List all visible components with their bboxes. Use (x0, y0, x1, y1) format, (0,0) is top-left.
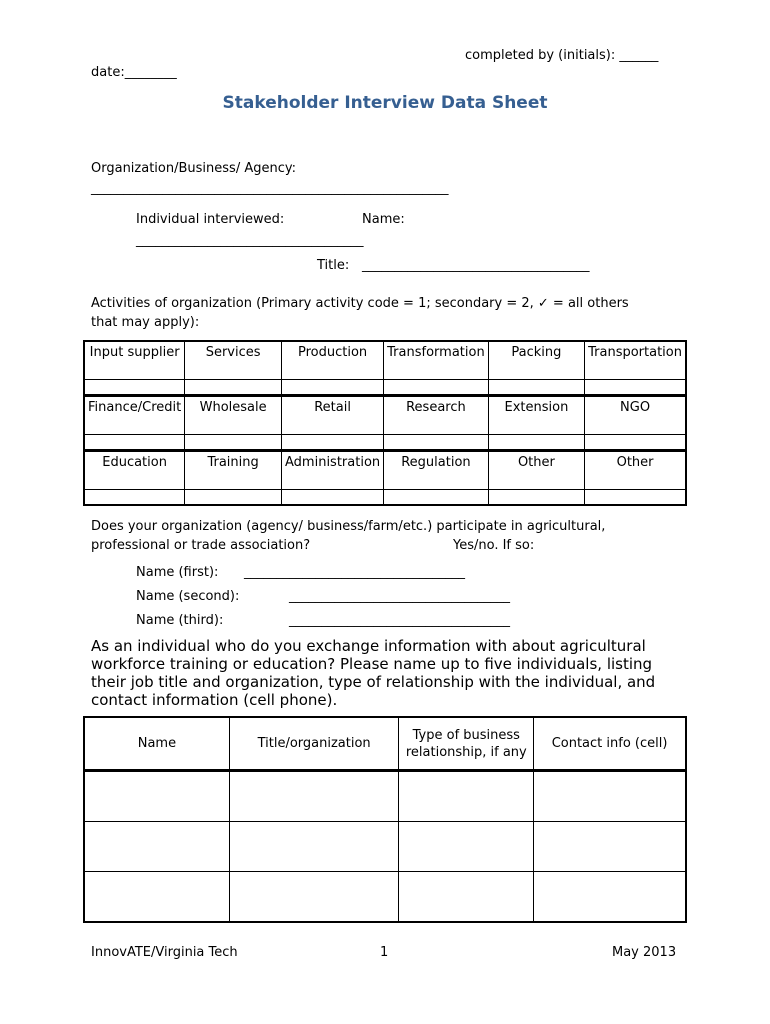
activity-cell: Packing (488, 341, 584, 380)
contact-cell[interactable] (534, 822, 686, 872)
activity-code-input[interactable] (84, 490, 185, 506)
activity-cell: Administration (282, 451, 384, 490)
activity-cell: Training (185, 451, 282, 490)
activity-cell: NGO (585, 396, 686, 435)
activity-code-input[interactable] (585, 380, 686, 396)
contact-cell[interactable] (229, 771, 399, 822)
activity-code-input[interactable] (585, 490, 686, 506)
activities-intro-cont: that may apply): (91, 315, 200, 330)
activity-cell: Transformation (384, 341, 489, 380)
activity-code-input[interactable] (282, 435, 384, 451)
activity-code-input[interactable] (488, 380, 584, 396)
contact-cell[interactable] (84, 771, 229, 822)
activity-cell: Wholesale (185, 396, 282, 435)
activity-code-input[interactable] (282, 380, 384, 396)
activity-code-input[interactable] (185, 435, 282, 451)
activity-code-input[interactable] (384, 435, 489, 451)
activity-cell: Production (282, 341, 384, 380)
activity-code-input[interactable] (384, 380, 489, 396)
assoc-name-third-label: Name (third): (136, 613, 224, 628)
assoc-name-first-label: Name (first): (136, 565, 219, 580)
contact-cell[interactable] (399, 771, 534, 822)
activity-code-input[interactable] (84, 380, 185, 396)
activity-cell: Regulation (384, 451, 489, 490)
association-question-cont: professional or trade association? (91, 538, 311, 553)
individual-label: Individual interviewed: (136, 212, 285, 227)
date-field[interactable]: date:________ (91, 65, 177, 80)
activity-code-input[interactable] (84, 435, 185, 451)
column-header-relationship: Type of business relationship, if any (399, 717, 534, 771)
contact-cell[interactable] (534, 872, 686, 923)
contact-cell[interactable] (84, 822, 229, 872)
assoc-name-second-label: Name (second): (136, 589, 240, 604)
footer-date: May 2013 (612, 945, 677, 960)
yes-no-field[interactable]: Yes/no. If so: (453, 538, 535, 553)
assoc-name-first-line[interactable]: __________________________________ (244, 565, 465, 580)
activity-cell: Finance/Credit (84, 396, 185, 435)
activity-code-input[interactable] (282, 490, 384, 506)
title-input-line[interactable]: ___________________________________ (362, 258, 590, 273)
name-label: Name: (362, 212, 405, 227)
activity-code-input[interactable] (585, 435, 686, 451)
activity-cell: Extension (488, 396, 584, 435)
activities-intro: Activities of organization (Primary activity code = 1; secondary = 2, ✓ = all others (91, 296, 629, 311)
footer-organization: InnovATE/Virginia Tech (91, 945, 238, 960)
page-title: Stakeholder Interview Data Sheet (222, 93, 548, 113)
contact-cell[interactable] (399, 872, 534, 923)
name-input-line[interactable]: ___________________________________ (136, 233, 364, 248)
contact-cell[interactable] (399, 822, 534, 872)
activity-code-input[interactable] (488, 490, 584, 506)
activity-cell: Other (488, 451, 584, 490)
column-header-contact: Contact info (cell) (534, 717, 686, 771)
contact-cell[interactable] (84, 872, 229, 923)
exchange-question: As an individual who do you exchange information with about agricultural workforce training or education? Please name up to five individuals, listing their job title and organization, type of relationship with the individual, and contact information (cell phone). (91, 637, 656, 709)
activity-cell: Services (185, 341, 282, 380)
contact-cell[interactable] (229, 822, 399, 872)
activity-code-input[interactable] (185, 380, 282, 396)
completed-by-field[interactable]: completed by (initials): ______ (465, 48, 659, 63)
assoc-name-second-line[interactable]: __________________________________ (289, 589, 510, 604)
contacts-table (83, 716, 687, 923)
activity-cell: Other (585, 451, 686, 490)
column-header-title-org: Title/organization (229, 717, 399, 771)
contact-cell[interactable] (229, 872, 399, 923)
page-number: 1 (380, 945, 389, 960)
activity-cell: Transportation (585, 341, 686, 380)
association-question: Does your organization (agency/ business/farm/etc.) participate in agricultural, (91, 519, 606, 534)
contact-cell[interactable] (534, 771, 686, 822)
activity-cell: Education (84, 451, 185, 490)
org-label: Organization/Business/ Agency: (91, 161, 296, 176)
activity-code-input[interactable] (384, 490, 489, 506)
column-header-name: Name (84, 717, 229, 771)
activity-code-input[interactable] (488, 435, 584, 451)
title-label: Title: (317, 258, 350, 273)
org-input-line[interactable]: _______________________________________________________ (91, 181, 449, 196)
activity-code-input[interactable] (185, 490, 282, 506)
assoc-name-third-line[interactable]: __________________________________ (289, 613, 510, 628)
activity-cell: Retail (282, 396, 384, 435)
activity-cell: Research (384, 396, 489, 435)
activity-cell: Input supplier (84, 341, 185, 380)
activities-table (83, 340, 687, 506)
